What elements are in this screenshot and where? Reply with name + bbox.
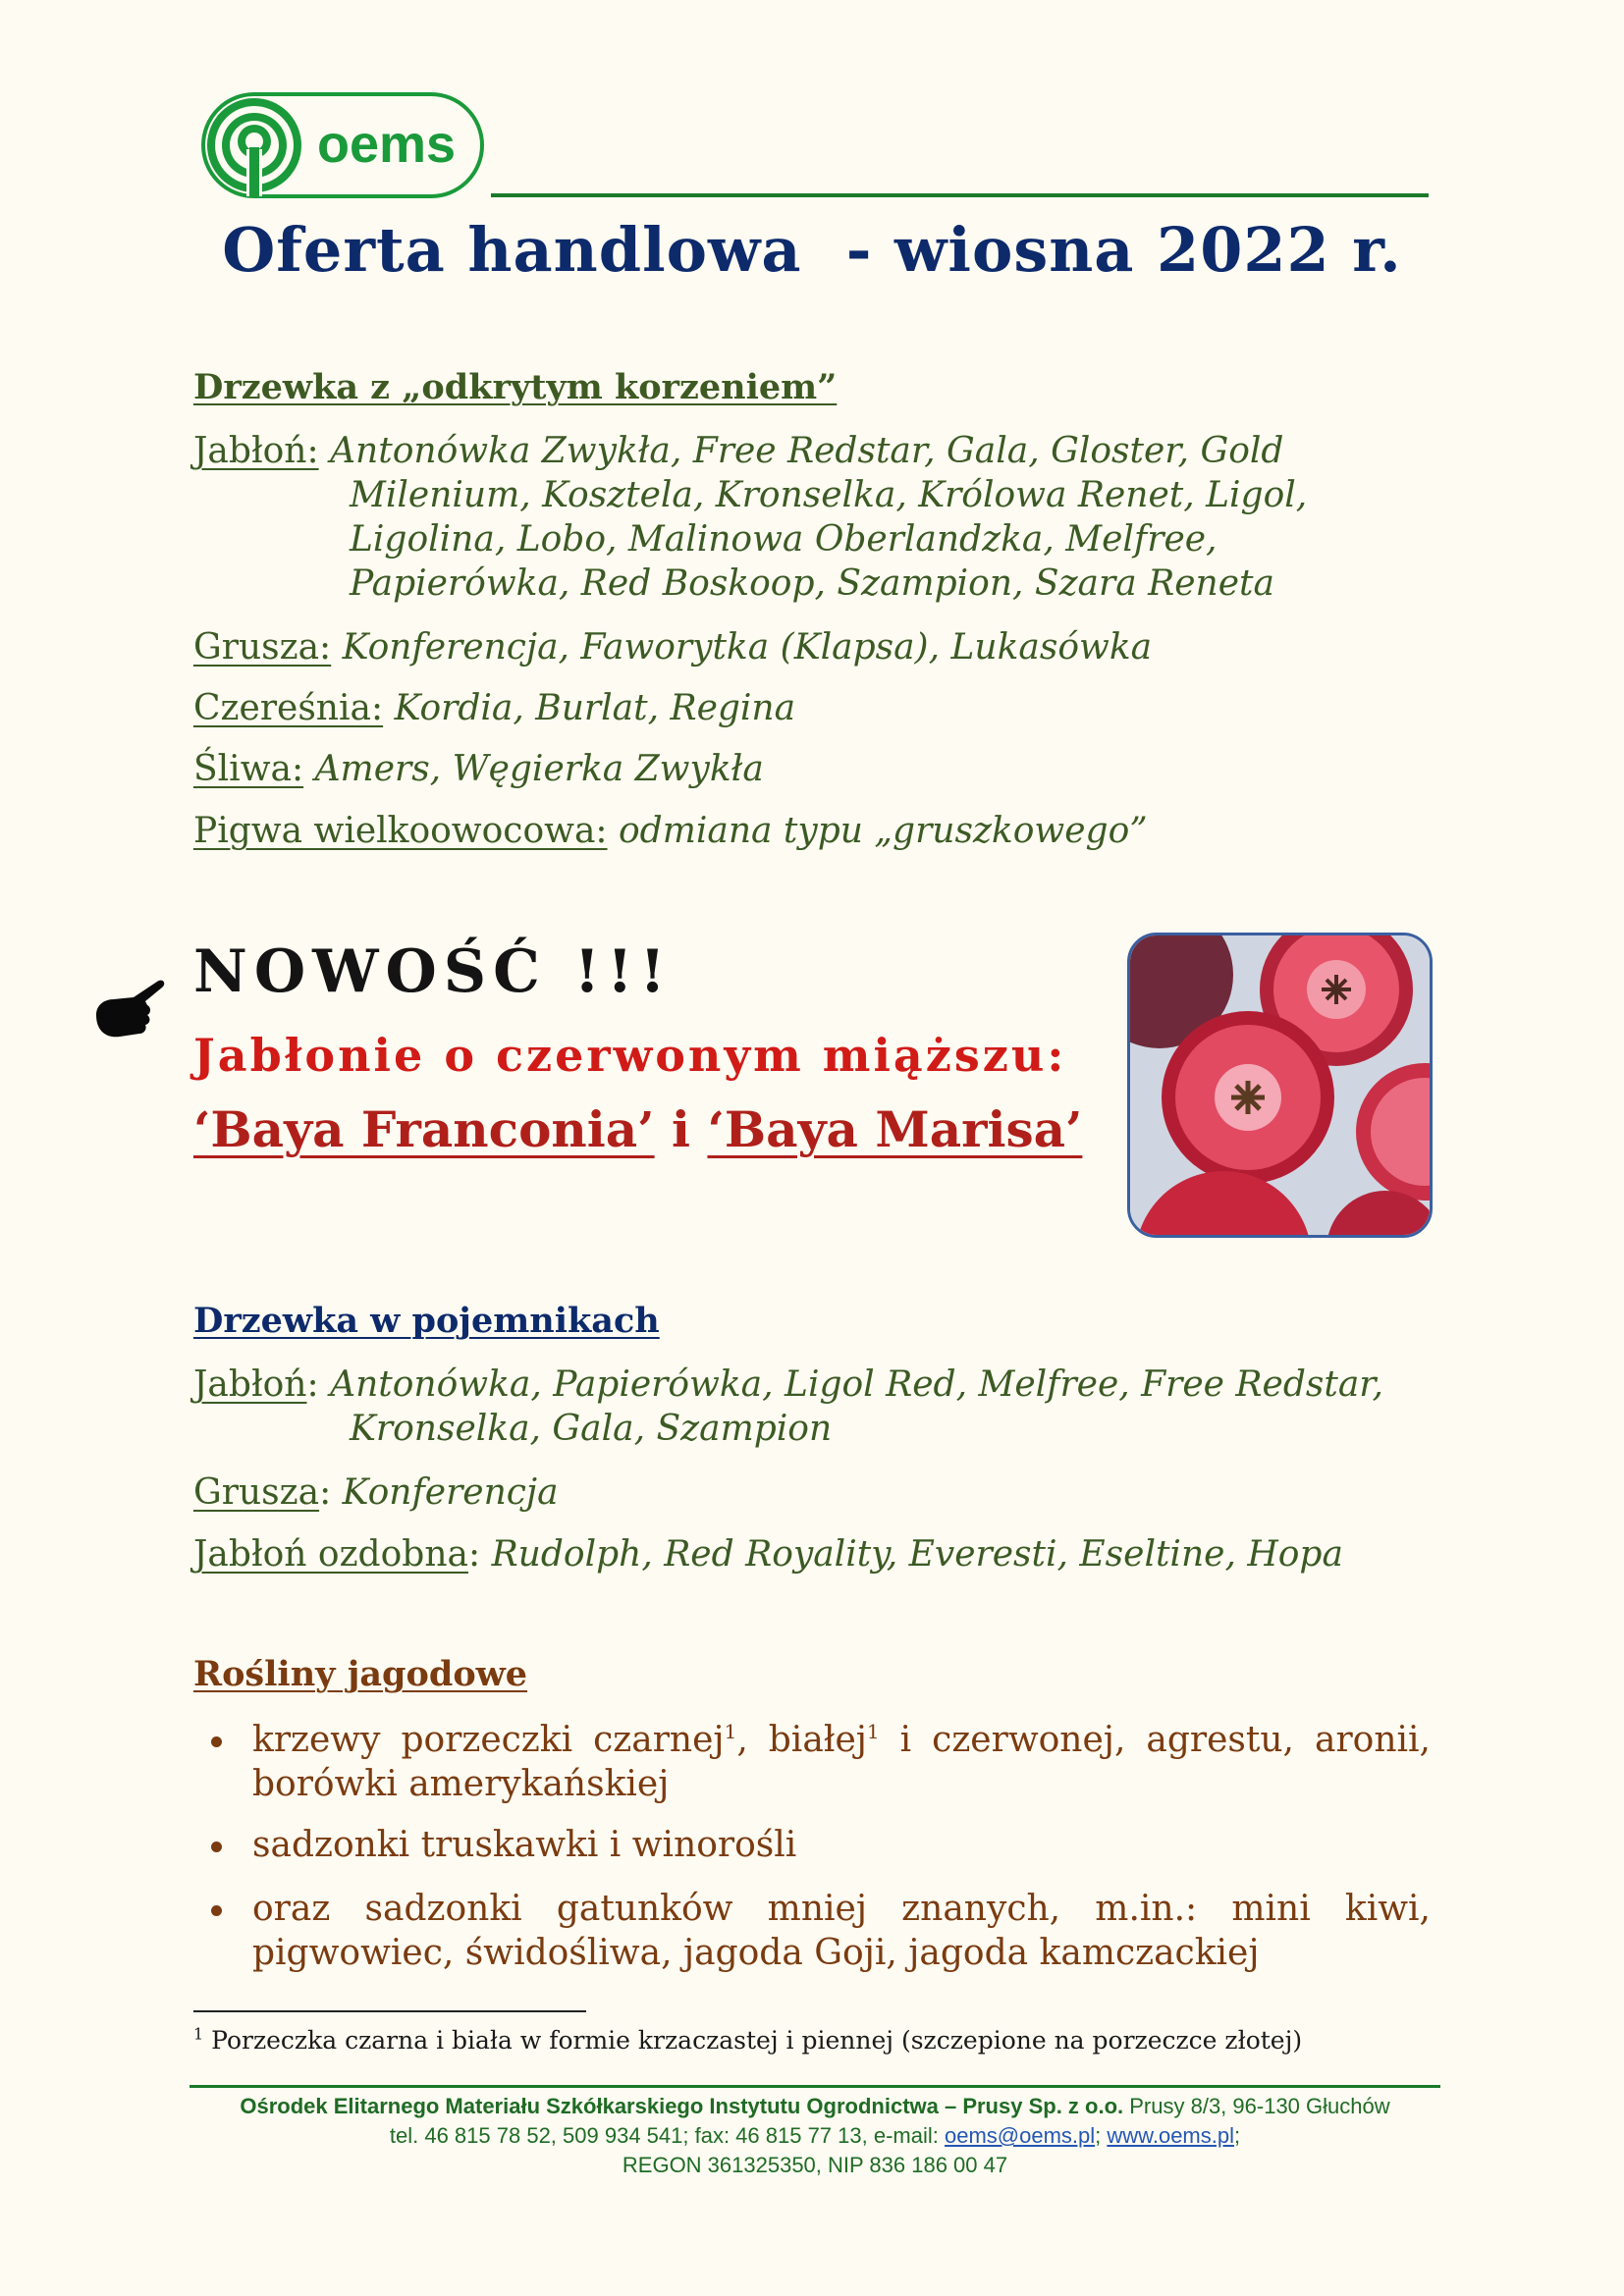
footer-email-link[interactable]: oems@oems.pl bbox=[944, 2123, 1096, 2148]
row-value: Antonówka Zwykła, Free Redstar, Gala, Gloster, Gold bbox=[330, 431, 1284, 471]
bullet-icon bbox=[211, 1842, 222, 1852]
red-apples-photo bbox=[1127, 933, 1433, 1238]
footnote bbox=[193, 2026, 1302, 2055]
section-heading-berries: Rośliny jagodowe bbox=[193, 1654, 528, 1694]
novelty-subheading: Jabłonie o czerwonym miąższu: bbox=[193, 1029, 1067, 1082]
row-separator: : bbox=[467, 1534, 481, 1575]
variety-baya-marisa: ‘Baya Marisa’ bbox=[707, 1100, 1083, 1158]
oems-logo bbox=[199, 90, 486, 200]
novelty-varieties bbox=[193, 1100, 1082, 1158]
list-item-line: borówki amerykańskiej bbox=[252, 1764, 670, 1804]
row-value: Amers, Węgierka Zwykła bbox=[314, 749, 764, 789]
row-label: Jabłoń: bbox=[193, 431, 319, 471]
row-plum bbox=[193, 747, 1435, 791]
row-quince bbox=[193, 809, 1435, 853]
row-value: Konferencja bbox=[342, 1472, 559, 1513]
variety-baya-franconia: ‘Baya Franconia’ bbox=[193, 1100, 655, 1158]
row-label: Jabłoń bbox=[193, 1364, 307, 1405]
row-label: Czereśnia: bbox=[193, 688, 384, 728]
row-value: Konferencja, Faworytka (Klapsa), Lukasówka bbox=[342, 627, 1153, 667]
row-container-apple bbox=[193, 1362, 1435, 1407]
bullet-icon bbox=[211, 1736, 222, 1747]
variety-connector: i bbox=[672, 1100, 691, 1158]
list-item bbox=[211, 1718, 1434, 1806]
footer-website-link[interactable]: www.oems.pl bbox=[1107, 2123, 1234, 2148]
footer-divider bbox=[189, 2085, 1440, 2088]
row-value: Rudolph, Red Royality, Everesti, Eseltine, Hopa bbox=[491, 1534, 1343, 1575]
novelty-heading: NOWOŚĆ !!! bbox=[193, 937, 673, 1006]
bullet-icon bbox=[211, 1905, 222, 1916]
row-label: Grusza bbox=[193, 1472, 320, 1513]
footer-contact-line: tel. 46 815 78 52, 509 934 541; fax: 46 815 77 13, e-mail: oems@oems.pl; www.oems.pl; bbox=[389, 2123, 1241, 2148]
list-item bbox=[211, 1887, 1434, 1975]
row-continuation: Papierówka, Red Boskoop, Szampion, Szara Reneta bbox=[350, 563, 1274, 604]
row-value: odmiana typu „gruszkowego” bbox=[619, 811, 1148, 851]
section-heading-containers: Drzewka w pojemnikach bbox=[193, 1301, 660, 1341]
row-continuation: Ligolina, Lobo, Malinowa Oberlandzka, Melfree, bbox=[350, 519, 1218, 560]
footer-company: Ośrodek Elitarnego Materiału Szkółkarskiego Instytutu Ogrodnictwa – Prusy Sp. z o.o. bbox=[240, 2094, 1124, 2118]
row-continuation: Kronselka, Gala, Szampion bbox=[350, 1409, 833, 1449]
row-label: Jabłoń ozdobna bbox=[193, 1534, 468, 1575]
row-label: Śliwa: bbox=[193, 749, 304, 789]
page-title: Oferta handlowa - wiosna 2022 r. bbox=[222, 214, 1402, 286]
row-continuation: Milenium, Kosztela, Kronselka, Królowa Renet, Ligol, bbox=[350, 475, 1308, 515]
row-value: Kordia, Burlat, Regina bbox=[394, 688, 796, 728]
logo-text: oems bbox=[317, 115, 457, 174]
list-item-line: sadzonki truskawki i winorośli bbox=[252, 1825, 797, 1865]
row-container-pear bbox=[193, 1470, 1435, 1515]
row-pear bbox=[193, 625, 1435, 669]
pointing-hand-icon bbox=[90, 976, 167, 1046]
header-divider bbox=[491, 193, 1429, 197]
list-item bbox=[211, 1823, 1434, 1867]
row-cherry bbox=[193, 686, 1435, 730]
footer-phones: tel. 46 815 78 52, 509 934 541; fax: 46 815 77 13, e-mail: bbox=[389, 2123, 945, 2148]
row-separator: : bbox=[319, 1472, 332, 1513]
footnote-divider bbox=[193, 2010, 586, 2012]
row-label: Grusza: bbox=[193, 627, 332, 667]
list-item-line: krzewy porzeczki czarnej$^1$, białej$^1$ i czerwonej, agrestu, aronii, bbox=[252, 1720, 1432, 1760]
list-item-line: oraz sadzonki gatunków mniej znanych, m.in.: mini kiwi, bbox=[252, 1889, 1431, 1929]
footer-registry: REGON 361325350, NIP 836 186 00 47 bbox=[622, 2153, 1008, 2177]
footnote-text: Porzeczka czarna i biała w formie krzaczastej i piennej (szczepione na porzeczce złotej) bbox=[203, 2026, 1303, 2055]
list-item-line: pigwowiec, świdośliwa, jagoda Goji, jagoda kamczackiej bbox=[252, 1933, 1260, 1973]
section-heading-bare-root: Drzewka z „odkrytym korzeniem” bbox=[193, 367, 838, 407]
footer-address: Prusy 8/3, 96-130 Głuchów bbox=[1123, 2094, 1390, 2118]
row-value: Antonówka, Papierówka, Ligol Red, Melfree, Free Redstar, bbox=[330, 1364, 1383, 1405]
footnote-mark: 1 bbox=[193, 2024, 204, 2044]
row-container-ornamental-apple bbox=[193, 1532, 1435, 1576]
row-label: Pigwa wielkoowocowa: bbox=[193, 811, 608, 851]
row-apple bbox=[193, 429, 1435, 473]
row-separator: : bbox=[306, 1364, 319, 1405]
footer-company-line bbox=[189, 2094, 1440, 2119]
